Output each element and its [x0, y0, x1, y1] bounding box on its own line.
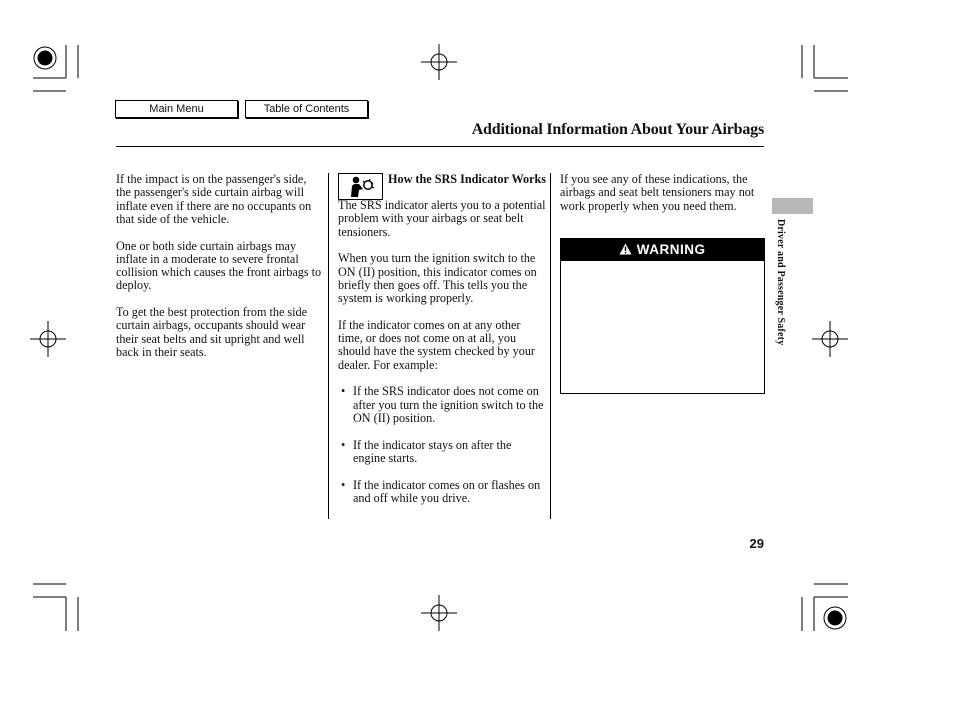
paragraph: To get the best protection from the side curtain airbags, occupants should wear their seat belts and sit upright and well back in their seats.	[116, 305, 308, 360]
page-number: 29	[749, 536, 764, 551]
section-tab-label: Driver and Passenger Safety	[775, 219, 786, 346]
section-heading: How the SRS Indicator Works	[388, 172, 547, 186]
list-item-text: If the SRS indicator does not come on after you turn the ignition switch to the ON (II) position.	[353, 384, 544, 426]
warning-label: WARNING	[636, 242, 706, 257]
paragraph: If the impact is on the passenger's side, the passenger's side curtain airbag will inflate even if there are no occupants on that side of the vehicle.	[116, 172, 312, 226]
list-item-text: If the indicator comes on or flashes on and off while you drive.	[353, 477, 541, 505]
paragraph: If you see any of these indications, the airbags and seat belt tensioners may not work properly when you need them.	[560, 172, 755, 213]
main-menu-button[interactable]: Main Menu	[115, 100, 238, 118]
list-item: • If the SRS indicator does not come on after you turn the ignition switch to the ON (II) position.	[338, 385, 546, 425]
page-title: Additional Information About Your Airbags	[471, 121, 764, 138]
list-item-text: If the indicator stays on after the engine starts.	[353, 437, 512, 466]
paragraph: One or both side curtain airbags may inflate in a moderate to severe frontal collision which causes the front airbags to deploy.	[116, 238, 322, 293]
table-of-contents-button[interactable]: Table of Contents	[245, 100, 368, 118]
paragraph: The SRS indicator alerts you to a potential problem with your airbags or seat belt tensioners.	[338, 198, 546, 239]
paragraph: If the indicator comes on at any other time, or does not come on at all, you should have the system checked by your dealer. For example:	[338, 317, 535, 372]
list-item: • If the indicator stays on after the engine starts.	[338, 439, 546, 466]
paragraph: When you turn the ignition switch to the ON (II) position, this indicator comes on briefly then goes off. This tells you the system is working properly.	[338, 251, 537, 306]
list-item: • If the indicator comes on or flashes on and off while you drive.	[338, 479, 546, 506]
